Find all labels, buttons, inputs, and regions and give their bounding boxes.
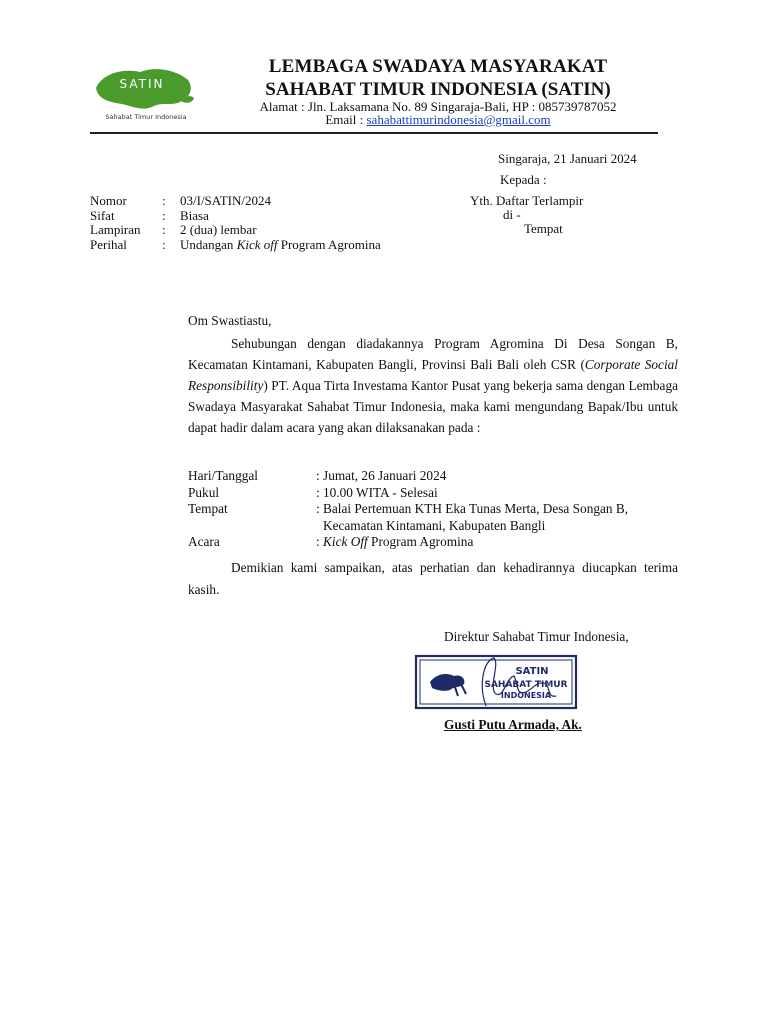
organization-stamp [414, 654, 578, 710]
recipient-di: di - [503, 207, 521, 222]
detail-hari: Hari/Tanggal : Jumat, 26 Januari 2024 [188, 468, 447, 483]
satin-logo [92, 58, 202, 124]
detail-pukul: Pukul : 10.00 WITA - Selesai [188, 484, 438, 500]
letter-meta [90, 193, 381, 251]
event-details [188, 468, 683, 551]
greeting: Om Swastiastu, [188, 313, 272, 328]
meta-nomor: Nomor : 03/I/SATIN/2024 [90, 193, 271, 208]
stamp-line1: SATIN [515, 666, 549, 677]
signature-title: Direktur Sahabat Timur Indonesia, [444, 629, 629, 644]
org-name-line1: LEMBAGA SWADAYA MASYARAKAT [268, 56, 608, 77]
meta-sifat: Sifat : Biasa [90, 207, 209, 223]
email-link[interactable]: sahabattimurindonesia@gmail.com [366, 112, 551, 127]
stamp-line2: SAHABAT TIMUR [484, 680, 568, 690]
recipient-tempat: Tempat [524, 221, 563, 236]
recipient-kepada: Kepada : [500, 172, 547, 187]
recipient-yth: Yth. Daftar Terlampir [470, 193, 584, 208]
meta-lampiran: Lampiran : 2 (dua) lembar [90, 222, 257, 237]
signatory-name: Gusti Putu Armada, Ak. [444, 717, 582, 732]
org-name-line2: SAHABAT TIMUR INDONESIA (SATIN) [265, 79, 611, 100]
meta-perihal: Perihal : Undangan Kick off Program Agromina [90, 236, 381, 252]
stamp-line3: INDONESIA [500, 691, 552, 700]
email-label: Email : [325, 112, 367, 127]
org-email-line [218, 112, 658, 128]
closing-paragraph: Demikian kami sampaikan, atas perhatian dan kehadirannya diucapkan terima kasih. [188, 560, 678, 597]
detail-tempat-cont: Kecamatan Kintamani, Kabupaten Bangli [323, 517, 546, 533]
logo-caption: Sahabat Timur Indonesia [105, 113, 187, 121]
main-paragraph: Sehubungan dengan diadakannya Program Agromina Di Desa Songan B, Kecamatan Kintamani, Kabupaten Bangli, Provinsi Bali Bali oleh CSR (Corporate Social Responsibility) PT. Aqua Tirta Investama Kantor Pusat yang bekerja sama dengan Lembaga Swadaya Masyarakat Sahabat Timur Indonesia, maka kami mengundang Bapak/Ibu untuk dapat hadir dalam acara yang akan dilaksanakan pada : [188, 336, 678, 435]
detail-tempat: Tempat : Balai Pertemuan KTH Eka Tunas Merta, Desa Songan B, [188, 501, 629, 516]
logo-text: SATIN [119, 77, 165, 91]
letterhead-divider [90, 132, 658, 134]
org-address: Alamat : Jln. Laksamana No. 89 Singaraja-Bali, HP : 085739787052 [259, 99, 617, 114]
detail-acara: Acara : Kick Off Program Agromina [188, 534, 474, 549]
letter-date: Singaraja, 21 Januari 2024 [498, 151, 637, 166]
